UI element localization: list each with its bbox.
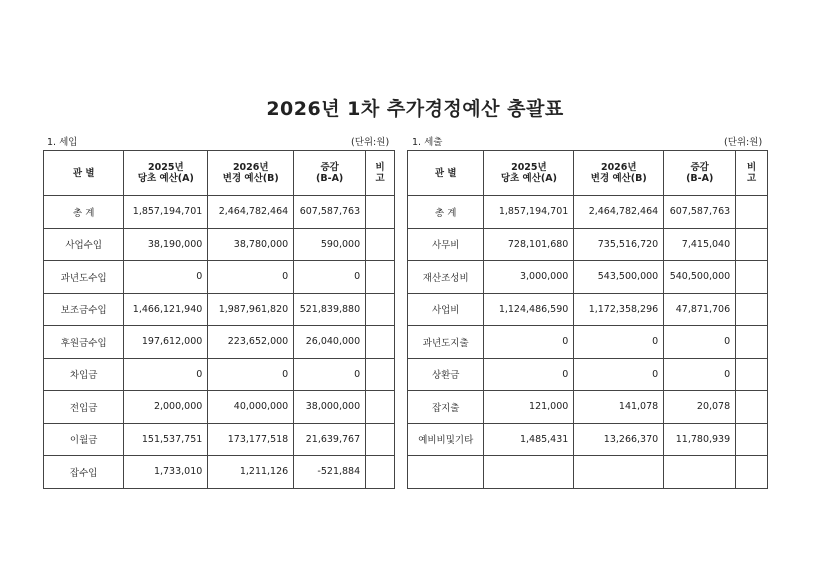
row-2025-budget: 0 [484, 358, 574, 391]
table-row [44, 423, 395, 456]
row-difference: 607,587,763 [294, 196, 366, 229]
header-2026-year: 2026년 [232, 162, 269, 173]
header-note-2: 고 [375, 173, 385, 184]
row-note [366, 261, 395, 294]
row-2025-budget: 1,124,486,590 [484, 293, 574, 326]
expenditure-header-row [408, 151, 768, 196]
row-difference: 0 [664, 358, 736, 391]
row-2025-budget: 1,485,431 [484, 423, 574, 456]
header-2025-budget [124, 151, 208, 196]
table-row [44, 261, 395, 294]
row-2025-budget [484, 456, 574, 489]
row-note [736, 423, 768, 456]
row-note [736, 391, 768, 424]
row-category: 재산조성비 [408, 261, 484, 294]
header-note [366, 151, 395, 196]
row-category [408, 456, 484, 489]
table-row [44, 456, 395, 489]
header-2025-budget [484, 151, 574, 196]
header-category: 관 별 [44, 151, 124, 196]
table-row [408, 261, 768, 294]
revenue-unit-label: (단위:원) [351, 137, 390, 148]
row-2026-budget: 0 [574, 326, 664, 359]
row-2025-budget: 728,101,680 [484, 228, 574, 261]
header-2026-desc: 변경 예산(B) [222, 173, 279, 184]
header-diff-formula: (B-A) [686, 173, 714, 184]
row-category: 총 계 [44, 196, 124, 229]
row-2026-budget: 0 [574, 358, 664, 391]
header-difference [664, 151, 736, 196]
row-2026-budget: 13,266,370 [574, 423, 664, 456]
row-2026-budget: 2,464,782,464 [208, 196, 294, 229]
row-difference: -521,884 [294, 456, 366, 489]
header-2026-desc: 변경 예산(B) [590, 173, 647, 184]
header-2026-year: 2026년 [600, 162, 637, 173]
header-note-1: 비 [746, 162, 757, 173]
table-row [408, 293, 768, 326]
row-category: 보조금수입 [44, 293, 124, 326]
header-2025-desc: 당초 예산(A) [500, 173, 557, 184]
row-note [366, 423, 395, 456]
row-difference: 38,000,000 [294, 391, 366, 424]
table-row [44, 391, 395, 424]
row-2026-budget: 0 [208, 358, 294, 391]
row-2026-budget [574, 456, 664, 489]
row-difference: 607,587,763 [664, 196, 736, 229]
row-note [736, 293, 768, 326]
row-difference: 540,500,000 [664, 261, 736, 294]
row-2025-budget: 1,733,010 [124, 456, 208, 489]
row-difference: 0 [664, 326, 736, 359]
header-difference [294, 151, 366, 196]
row-2026-budget: 543,500,000 [574, 261, 664, 294]
header-2026-budget [574, 151, 664, 196]
header-2025-year: 2025년 [148, 162, 184, 173]
row-category: 사업비 [408, 293, 484, 326]
row-2025-budget: 121,000 [484, 391, 574, 424]
row-note [366, 293, 395, 326]
row-2026-budget: 2,464,782,464 [574, 196, 664, 229]
row-note [736, 196, 768, 229]
revenue-table [43, 150, 395, 489]
row-note [736, 261, 768, 294]
row-2025-budget: 1,857,194,701 [124, 196, 208, 229]
row-note [736, 326, 768, 359]
table-row [44, 326, 395, 359]
table-row [44, 358, 395, 391]
row-note [736, 456, 768, 489]
table-row [408, 196, 768, 229]
row-2026-budget: 735,516,720 [574, 228, 664, 261]
expenditure-section-label: 1. 세출 [412, 137, 443, 148]
expenditure-unit-label: (단위:원) [724, 137, 763, 148]
row-2025-budget: 151,537,751 [124, 423, 208, 456]
row-difference: 521,839,880 [294, 293, 366, 326]
row-category: 후원금수입 [44, 326, 124, 359]
row-2025-budget: 1,857,194,701 [484, 196, 574, 229]
row-category: 예비비및기타 [408, 423, 484, 456]
row-2026-budget: 141,078 [574, 391, 664, 424]
row-category: 차입금 [44, 358, 124, 391]
row-difference: 26,040,000 [294, 326, 366, 359]
row-difference: 0 [294, 358, 366, 391]
row-difference: 7,415,040 [664, 228, 736, 261]
header-category: 관 별 [408, 151, 484, 196]
table-row [408, 358, 768, 391]
row-category: 과년도지출 [408, 326, 484, 359]
header-2026-budget [208, 151, 294, 196]
row-difference: 21,639,767 [294, 423, 366, 456]
table-row [408, 391, 768, 424]
revenue-section-label: 1. 세입 [47, 137, 78, 148]
row-category: 잡수입 [44, 456, 124, 489]
table-row [44, 293, 395, 326]
header-note-1: 비 [375, 162, 385, 173]
header-note [736, 151, 768, 196]
row-note [366, 456, 395, 489]
header-diff-formula: (B-A) [316, 173, 344, 184]
row-category: 총 계 [408, 196, 484, 229]
row-difference [664, 456, 736, 489]
row-difference: 47,871,706 [664, 293, 736, 326]
header-2025-desc: 당초 예산(A) [137, 173, 194, 184]
table-row [408, 228, 768, 261]
row-2025-budget: 0 [124, 358, 208, 391]
row-note [366, 391, 395, 424]
row-note [736, 228, 768, 261]
row-2025-budget: 3,000,000 [484, 261, 574, 294]
row-difference: 590,000 [294, 228, 366, 261]
row-note [736, 358, 768, 391]
row-2025-budget: 0 [124, 261, 208, 294]
row-difference: 20,078 [664, 391, 736, 424]
row-2026-budget: 1,987,961,820 [208, 293, 294, 326]
row-2026-budget: 38,780,000 [208, 228, 294, 261]
header-2025-year: 2025년 [511, 162, 547, 173]
revenue-header-row [44, 151, 395, 196]
row-2026-budget: 1,211,126 [208, 456, 294, 489]
row-category: 이월금 [44, 423, 124, 456]
expenditure-table [407, 150, 768, 489]
row-category: 전입금 [44, 391, 124, 424]
table-row [408, 326, 768, 359]
row-note [366, 358, 395, 391]
row-note [366, 196, 395, 229]
row-difference: 0 [294, 261, 366, 294]
table-row [408, 456, 768, 489]
header-diff-label: 증감 [320, 162, 339, 173]
page-title: 2026년 1차 추가경정예산 총괄표 [266, 98, 564, 120]
row-category: 잡지출 [408, 391, 484, 424]
row-2026-budget: 40,000,000 [208, 391, 294, 424]
table-row [408, 423, 768, 456]
row-category: 사무비 [408, 228, 484, 261]
row-2025-budget: 197,612,000 [124, 326, 208, 359]
row-note [366, 326, 395, 359]
row-2026-budget: 1,172,358,296 [574, 293, 664, 326]
row-difference: 11,780,939 [664, 423, 736, 456]
table-row [44, 228, 395, 261]
table-row [44, 196, 395, 229]
row-2025-budget: 1,466,121,940 [124, 293, 208, 326]
row-2026-budget: 173,177,518 [208, 423, 294, 456]
row-2026-budget: 223,652,000 [208, 326, 294, 359]
row-note [366, 228, 395, 261]
header-note-2: 고 [746, 173, 757, 184]
row-2025-budget: 38,190,000 [124, 228, 208, 261]
row-category: 사업수입 [44, 228, 124, 261]
header-diff-label: 증감 [690, 162, 709, 173]
row-category: 상환금 [408, 358, 484, 391]
row-category: 과년도수입 [44, 261, 124, 294]
row-2025-budget: 2,000,000 [124, 391, 208, 424]
row-2025-budget: 0 [484, 326, 574, 359]
row-2026-budget: 0 [208, 261, 294, 294]
